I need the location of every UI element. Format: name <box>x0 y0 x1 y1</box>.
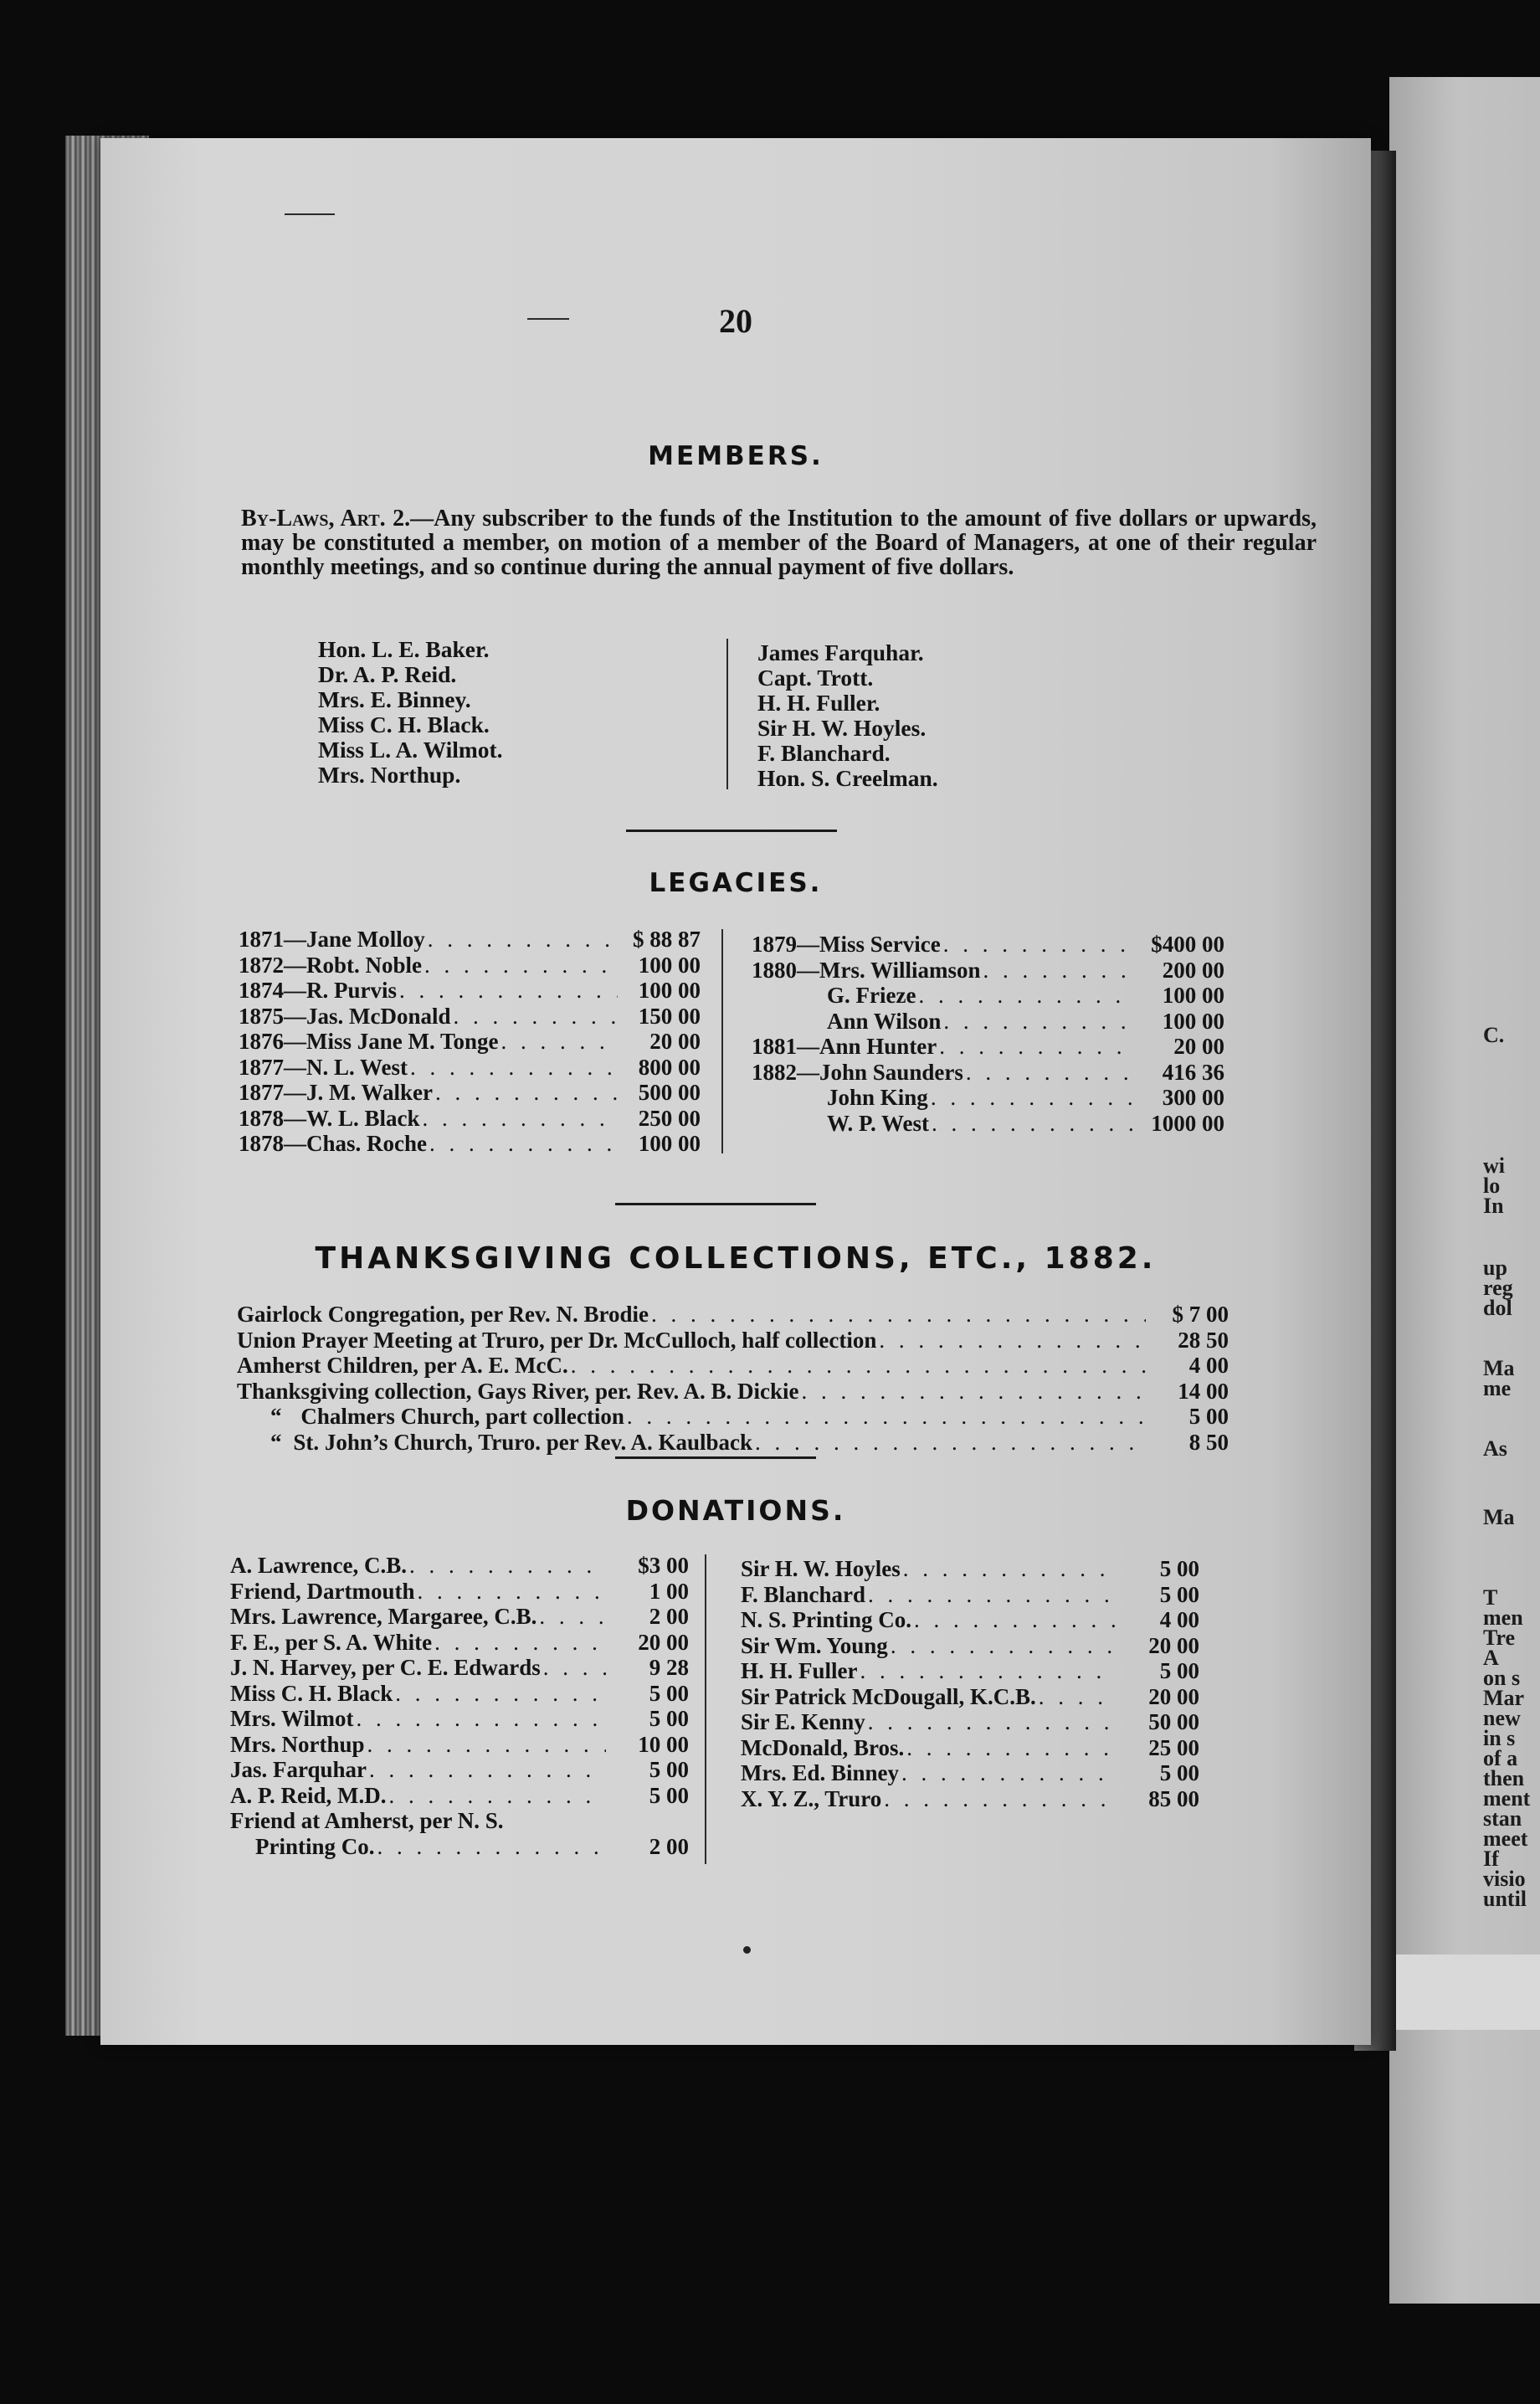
leader-dots <box>918 983 1135 1009</box>
leader-dots <box>903 1556 1116 1582</box>
entry-amount: 5 00 <box>1159 1658 1199 1683</box>
ledger-row <box>752 1034 1224 1060</box>
entry-amount: 9 28 <box>649 1655 689 1680</box>
ink-dot <box>743 1946 751 1954</box>
facing-page-text: A <box>1483 1646 1499 1670</box>
ledger-row <box>239 927 701 953</box>
entry-amount: $400 00 <box>1151 932 1224 957</box>
entry-label: Amherst Children, per A. E. McC. <box>237 1353 568 1378</box>
leader-dots <box>369 1757 606 1783</box>
facing-page-text: Mar <box>1483 1686 1525 1710</box>
ledger-row <box>741 1556 1199 1582</box>
ledger-row <box>230 1604 689 1630</box>
ledger-row <box>230 1732 689 1758</box>
entry-label: Sir Patrick McDougall, K.C.B. <box>741 1683 1036 1709</box>
ledger-row <box>741 1735 1199 1761</box>
leader-dots <box>868 1582 1116 1608</box>
entry-label: 1882—John Saunders <box>752 1059 963 1085</box>
entry-label: X. Y. Z., Truro <box>741 1785 882 1811</box>
ledger-row <box>237 1379 1229 1405</box>
entry-label: 1871—Jane Molloy <box>239 927 425 952</box>
facing-page-text: Tre <box>1483 1626 1516 1650</box>
facing-page-text: new <box>1483 1706 1521 1730</box>
leader-dots <box>423 1106 618 1132</box>
leader-dots <box>906 1735 1116 1761</box>
member-name: Hon. L. E. Baker. <box>318 636 490 662</box>
ledger-row <box>230 1579 689 1605</box>
entry-amount: 800 00 <box>638 1054 701 1080</box>
entry-label: Chalmers Church, part collection <box>300 1404 624 1429</box>
member-name: Capt. Trott. <box>757 665 874 691</box>
entry-label: 1872—Robt. Noble <box>239 952 423 978</box>
entry-amount: 250 00 <box>638 1105 701 1131</box>
leader-dots <box>651 1302 1146 1328</box>
entry-amount: 300 00 <box>1162 1085 1224 1110</box>
facing-page-text: me <box>1483 1376 1512 1400</box>
entry-label: Gairlock Congregation, per Rev. N. Brodie <box>237 1302 649 1327</box>
entry-label: John King <box>827 1085 928 1110</box>
entry-label: 1877—N. L. West <box>239 1054 408 1080</box>
ledger-row <box>237 1328 1229 1354</box>
document-page <box>100 138 1371 2045</box>
leader-dots <box>571 1353 1146 1379</box>
entry-label: W. P. West <box>827 1110 930 1136</box>
entry-amount: 200 00 <box>1162 957 1224 983</box>
entry-label: 1874—R. Purvis <box>239 978 397 1003</box>
entry-amount: 20 00 <box>1148 1632 1199 1658</box>
leader-dots <box>429 1131 618 1157</box>
entry-amount: 4 00 <box>1188 1353 1229 1378</box>
facing-page-strip <box>1394 1955 1540 2030</box>
legacies-list-right <box>752 932 1224 1136</box>
entry-amount: 20 00 <box>1173 1034 1224 1059</box>
leader-dots <box>943 1009 1135 1035</box>
entry-label: N. S. Printing Co. <box>741 1607 912 1632</box>
entry-amount: 5 00 <box>649 1757 689 1782</box>
facing-page-text: C. <box>1483 1023 1505 1047</box>
ledger-row <box>741 1760 1199 1786</box>
leader-dots <box>539 1604 606 1630</box>
leader-dots <box>543 1655 606 1681</box>
facing-page-text: In <box>1483 1194 1504 1218</box>
entry-label: 1875—Jas. McDonald <box>239 1003 451 1029</box>
facing-page-text: ment <box>1483 1786 1531 1811</box>
member-name: Hon. S. Creelman. <box>757 765 938 791</box>
leader-dots <box>914 1607 1116 1633</box>
entry-amount: $ 7 00 <box>1172 1302 1229 1327</box>
leader-dots <box>410 1055 618 1081</box>
entry-amount: 20 00 <box>1148 1683 1199 1709</box>
members-list-left <box>318 637 503 788</box>
entry-label: Union Prayer Meeting at Truro, per Dr. McCulloch, half collection <box>237 1327 877 1353</box>
leader-dots <box>755 1430 1146 1456</box>
member-name: H. H. Fuller. <box>757 690 880 716</box>
legacies-list-left <box>239 927 701 1157</box>
entry-label: Mrs. Ed. Binney <box>741 1760 900 1785</box>
leader-dots <box>501 1029 618 1055</box>
thanksgiving-heading: THANKSGIVING COLLECTIONS, ETC., 1882. <box>315 1241 1157 1276</box>
entry-amount: 100 00 <box>638 952 701 978</box>
ledger-row <box>237 1302 1229 1328</box>
ledger-row <box>230 1808 689 1834</box>
entry-amount: 4 00 <box>1159 1607 1199 1632</box>
facing-page-text: T <box>1483 1585 1498 1610</box>
entry-amount: 5 00 <box>1159 1556 1199 1581</box>
leader-dots <box>1039 1684 1116 1710</box>
ledger-row <box>752 1085 1224 1111</box>
leader-dots <box>357 1706 607 1732</box>
ditto-mark: “ <box>270 1404 282 1429</box>
paper-mark <box>285 213 335 217</box>
thanksgiving-list <box>237 1302 1229 1455</box>
leader-dots <box>417 1579 606 1605</box>
entry-label: Ann Wilson <box>827 1008 942 1034</box>
ledger-row <box>230 1553 689 1579</box>
entry-label: 1879—Miss Service <box>752 932 941 957</box>
legacies-heading: LEGACIES. <box>649 868 823 898</box>
entry-amount: 5 00 <box>649 1706 689 1731</box>
entry-amount: 2 00 <box>649 1604 689 1629</box>
ledger-row <box>230 1706 689 1732</box>
entry-label: Mrs. Wilmot <box>230 1706 354 1731</box>
facing-page-text: on s <box>1483 1666 1521 1690</box>
ledger-row <box>239 953 701 979</box>
entry-label: F. Blanchard <box>741 1581 866 1607</box>
entry-amount: 416 36 <box>1162 1059 1224 1085</box>
ledger-row <box>741 1684 1199 1710</box>
entry-amount: 5 00 <box>1159 1760 1199 1785</box>
members-list-right <box>757 640 938 791</box>
leader-dots <box>943 932 1135 958</box>
leader-dots <box>932 1111 1135 1137</box>
entry-label: McDonald, Bros. <box>741 1734 905 1760</box>
facing-page-text: until <box>1483 1887 1527 1911</box>
entry-label: J. N. Harvey, per C. E. Edwards <box>230 1655 541 1680</box>
facing-page-text: reg <box>1483 1276 1513 1300</box>
ledger-row <box>230 1681 689 1707</box>
entry-amount: $ 88 87 <box>633 927 701 952</box>
donations-heading: DONATIONS. <box>625 1494 846 1527</box>
member-name: Dr. A. P. Reid. <box>318 661 457 687</box>
entry-label: A. Lawrence, C.B. <box>230 1553 407 1578</box>
section-rule <box>615 1203 816 1205</box>
entry-amount: 8 50 <box>1188 1429 1229 1455</box>
member-name: Sir H. W. Hoyles. <box>757 715 927 741</box>
leader-dots <box>860 1658 1116 1684</box>
entry-amount: 150 00 <box>638 1003 701 1029</box>
bylaws-paragraph <box>241 506 1317 579</box>
ledger-row <box>741 1582 1199 1608</box>
entry-label: St. John’s Church, Truro. per Rev. A. Kaulback <box>293 1429 753 1455</box>
entry-label: 1876—Miss Jane M. Tonge <box>239 1029 499 1054</box>
entry-amount: 5 00 <box>1188 1404 1229 1429</box>
entry-amount: 10 00 <box>638 1731 689 1757</box>
ledger-row <box>230 1783 689 1809</box>
entry-amount: 5 00 <box>649 1782 689 1808</box>
ledger-row <box>741 1709 1199 1735</box>
column-divider <box>721 929 723 1153</box>
facing-page-text: up <box>1483 1256 1507 1280</box>
ledger-row <box>230 1757 689 1783</box>
ledger-row <box>239 978 701 1004</box>
leader-dots <box>939 1034 1135 1060</box>
entry-amount: 14 00 <box>1178 1378 1229 1404</box>
entry-label: Thanksgiving collection, Gays River, per. Rev. A. B. Dickie <box>237 1378 799 1404</box>
entry-amount: 20 00 <box>638 1629 689 1655</box>
leader-dots <box>377 1834 606 1860</box>
facing-page-text: Ma <box>1483 1505 1515 1529</box>
facing-page-text: If <box>1483 1847 1499 1871</box>
entry-label: 1880—Mrs. Williamson <box>752 957 981 983</box>
donations-list-left <box>230 1553 689 1859</box>
bylaws-text: —Any subscriber to the funds of the Institution to the amount of five dollars or upwards, may be constituted a member, on motion of a member of the Board of Managers, at one of their regular monthly meetings, and so continue during the annual payment of five dollars. <box>241 506 1317 580</box>
entry-amount: 20 00 <box>649 1029 701 1054</box>
leader-dots <box>454 1004 618 1030</box>
ledger-row <box>752 1111 1224 1137</box>
facing-page-text: dol <box>1483 1296 1512 1320</box>
leader-dots <box>901 1760 1116 1786</box>
leader-dots <box>424 953 618 979</box>
entry-amount: 100 00 <box>638 1131 701 1156</box>
ledger-row <box>741 1607 1199 1633</box>
ledger-row <box>237 1404 1229 1430</box>
leader-dots <box>868 1709 1116 1735</box>
facing-page-text: in s <box>1483 1726 1516 1750</box>
entry-label: Printing Co. <box>255 1833 375 1859</box>
facing-page-text: of a <box>1483 1746 1518 1770</box>
entry-amount: 5 00 <box>649 1680 689 1706</box>
entry-label: A. P. Reid, M.D. <box>230 1782 387 1808</box>
facing-page-text: stan <box>1483 1806 1522 1831</box>
entry-label: Sir E. Kenny <box>741 1709 865 1734</box>
entry-amount: 25 00 <box>1148 1734 1199 1760</box>
entry-label: Mrs. Lawrence, Margaree, C.B. <box>230 1604 537 1629</box>
leader-dots <box>428 927 618 953</box>
member-name: Miss L. A. Wilmot. <box>318 737 503 763</box>
entry-label: Friend, Dartmouth <box>230 1578 415 1604</box>
ledger-row <box>230 1834 689 1860</box>
facing-page-text: meet <box>1483 1826 1528 1851</box>
facing-page-text: then <box>1483 1766 1525 1790</box>
member-name: James Farquhar. <box>757 640 924 665</box>
ledger-row <box>237 1430 1229 1456</box>
member-name: Mrs. Northup. <box>318 762 461 788</box>
ledger-row <box>741 1633 1199 1659</box>
entry-label: 1878—W. L. Black <box>239 1105 420 1131</box>
leader-dots <box>884 1786 1116 1812</box>
column-divider <box>726 639 728 789</box>
ledger-row <box>230 1630 689 1656</box>
ledger-row <box>752 983 1224 1009</box>
section-rule <box>615 1456 816 1459</box>
leader-dots <box>931 1085 1135 1111</box>
member-name: Miss C. H. Black. <box>318 711 490 737</box>
page-number: 20 <box>719 302 752 340</box>
ledger-row <box>239 1080 701 1106</box>
entry-label: 1881—Ann Hunter <box>752 1034 937 1059</box>
entry-amount: 500 00 <box>638 1080 701 1105</box>
leader-dots <box>395 1681 606 1707</box>
ledger-row <box>237 1353 1229 1379</box>
facing-page-text: lo <box>1483 1174 1501 1198</box>
ledger-row <box>239 1055 701 1081</box>
facing-page-text: Ma <box>1483 1356 1515 1380</box>
entry-label: F. E., per S. A. White <box>230 1629 433 1655</box>
facing-page-text: men <box>1483 1605 1523 1630</box>
leader-dots <box>983 958 1135 984</box>
leader-dots <box>434 1630 606 1656</box>
section-rule <box>626 830 837 832</box>
members-heading: MEMBERS. <box>648 441 824 471</box>
entry-amount: 100 00 <box>638 978 701 1003</box>
leader-dots <box>399 978 618 1004</box>
ledger-row <box>239 1004 701 1030</box>
leader-dots <box>891 1633 1116 1659</box>
entry-label: Jas. Farquhar <box>230 1757 367 1782</box>
entry-amount: 1 00 <box>649 1578 689 1604</box>
leader-dots <box>409 1553 606 1579</box>
ledger-row <box>752 958 1224 984</box>
leader-dots <box>879 1328 1146 1354</box>
ledger-row <box>230 1655 689 1681</box>
ledger-row <box>239 1106 701 1132</box>
ledger-row <box>741 1658 1199 1684</box>
facing-page-text: visio <box>1483 1867 1526 1891</box>
leader-dots <box>627 1404 1146 1430</box>
ledger-row <box>239 1029 701 1055</box>
entry-amount: 85 00 <box>1148 1785 1199 1811</box>
facing-page-text: As <box>1483 1436 1507 1461</box>
ledger-row <box>752 932 1224 958</box>
ledger-row <box>239 1131 701 1157</box>
donations-list-right <box>741 1556 1199 1811</box>
entry-amount: 1000 00 <box>1151 1110 1224 1136</box>
facing-page-text: wi <box>1483 1153 1505 1178</box>
entry-label: 1877—J. M. Walker <box>239 1080 433 1105</box>
entry-amount: 28 50 <box>1178 1327 1229 1353</box>
entry-amount: 100 00 <box>1162 1008 1224 1034</box>
leader-dots <box>435 1080 618 1106</box>
ditto-mark: “ <box>270 1429 282 1455</box>
ledger-row <box>752 1060 1224 1086</box>
entry-amount: 100 00 <box>1162 983 1224 1008</box>
entry-label: Mrs. Northup <box>230 1731 365 1757</box>
entry-label: H. H. Fuller <box>741 1658 858 1683</box>
leader-dots <box>966 1060 1135 1086</box>
ledger-row <box>741 1786 1199 1812</box>
column-divider <box>705 1554 706 1864</box>
entry-label: Sir H. W. Hoyles <box>741 1556 901 1581</box>
leader-dots <box>389 1783 607 1809</box>
entry-label: Miss C. H. Black <box>230 1680 393 1706</box>
entry-amount: $3 00 <box>638 1553 689 1578</box>
entry-amount: 2 00 <box>649 1833 689 1859</box>
entry-amount: 5 00 <box>1159 1581 1199 1607</box>
bylaws-label: By-Laws, Art. 2. <box>241 506 411 532</box>
entry-amount: 50 00 <box>1148 1709 1199 1734</box>
entry-label: Sir Wm. Young <box>741 1632 888 1658</box>
leader-dots <box>802 1379 1146 1405</box>
leader-dots <box>367 1732 607 1758</box>
entry-label: G. Frieze <box>827 983 916 1008</box>
member-name: F. Blanchard. <box>757 740 891 766</box>
entry-label: Friend at Amherst, per N. S. <box>230 1808 504 1833</box>
entry-label: 1878—Chas. Roche <box>239 1131 428 1156</box>
ledger-row <box>752 1009 1224 1035</box>
member-name: Mrs. E. Binney. <box>318 686 471 712</box>
